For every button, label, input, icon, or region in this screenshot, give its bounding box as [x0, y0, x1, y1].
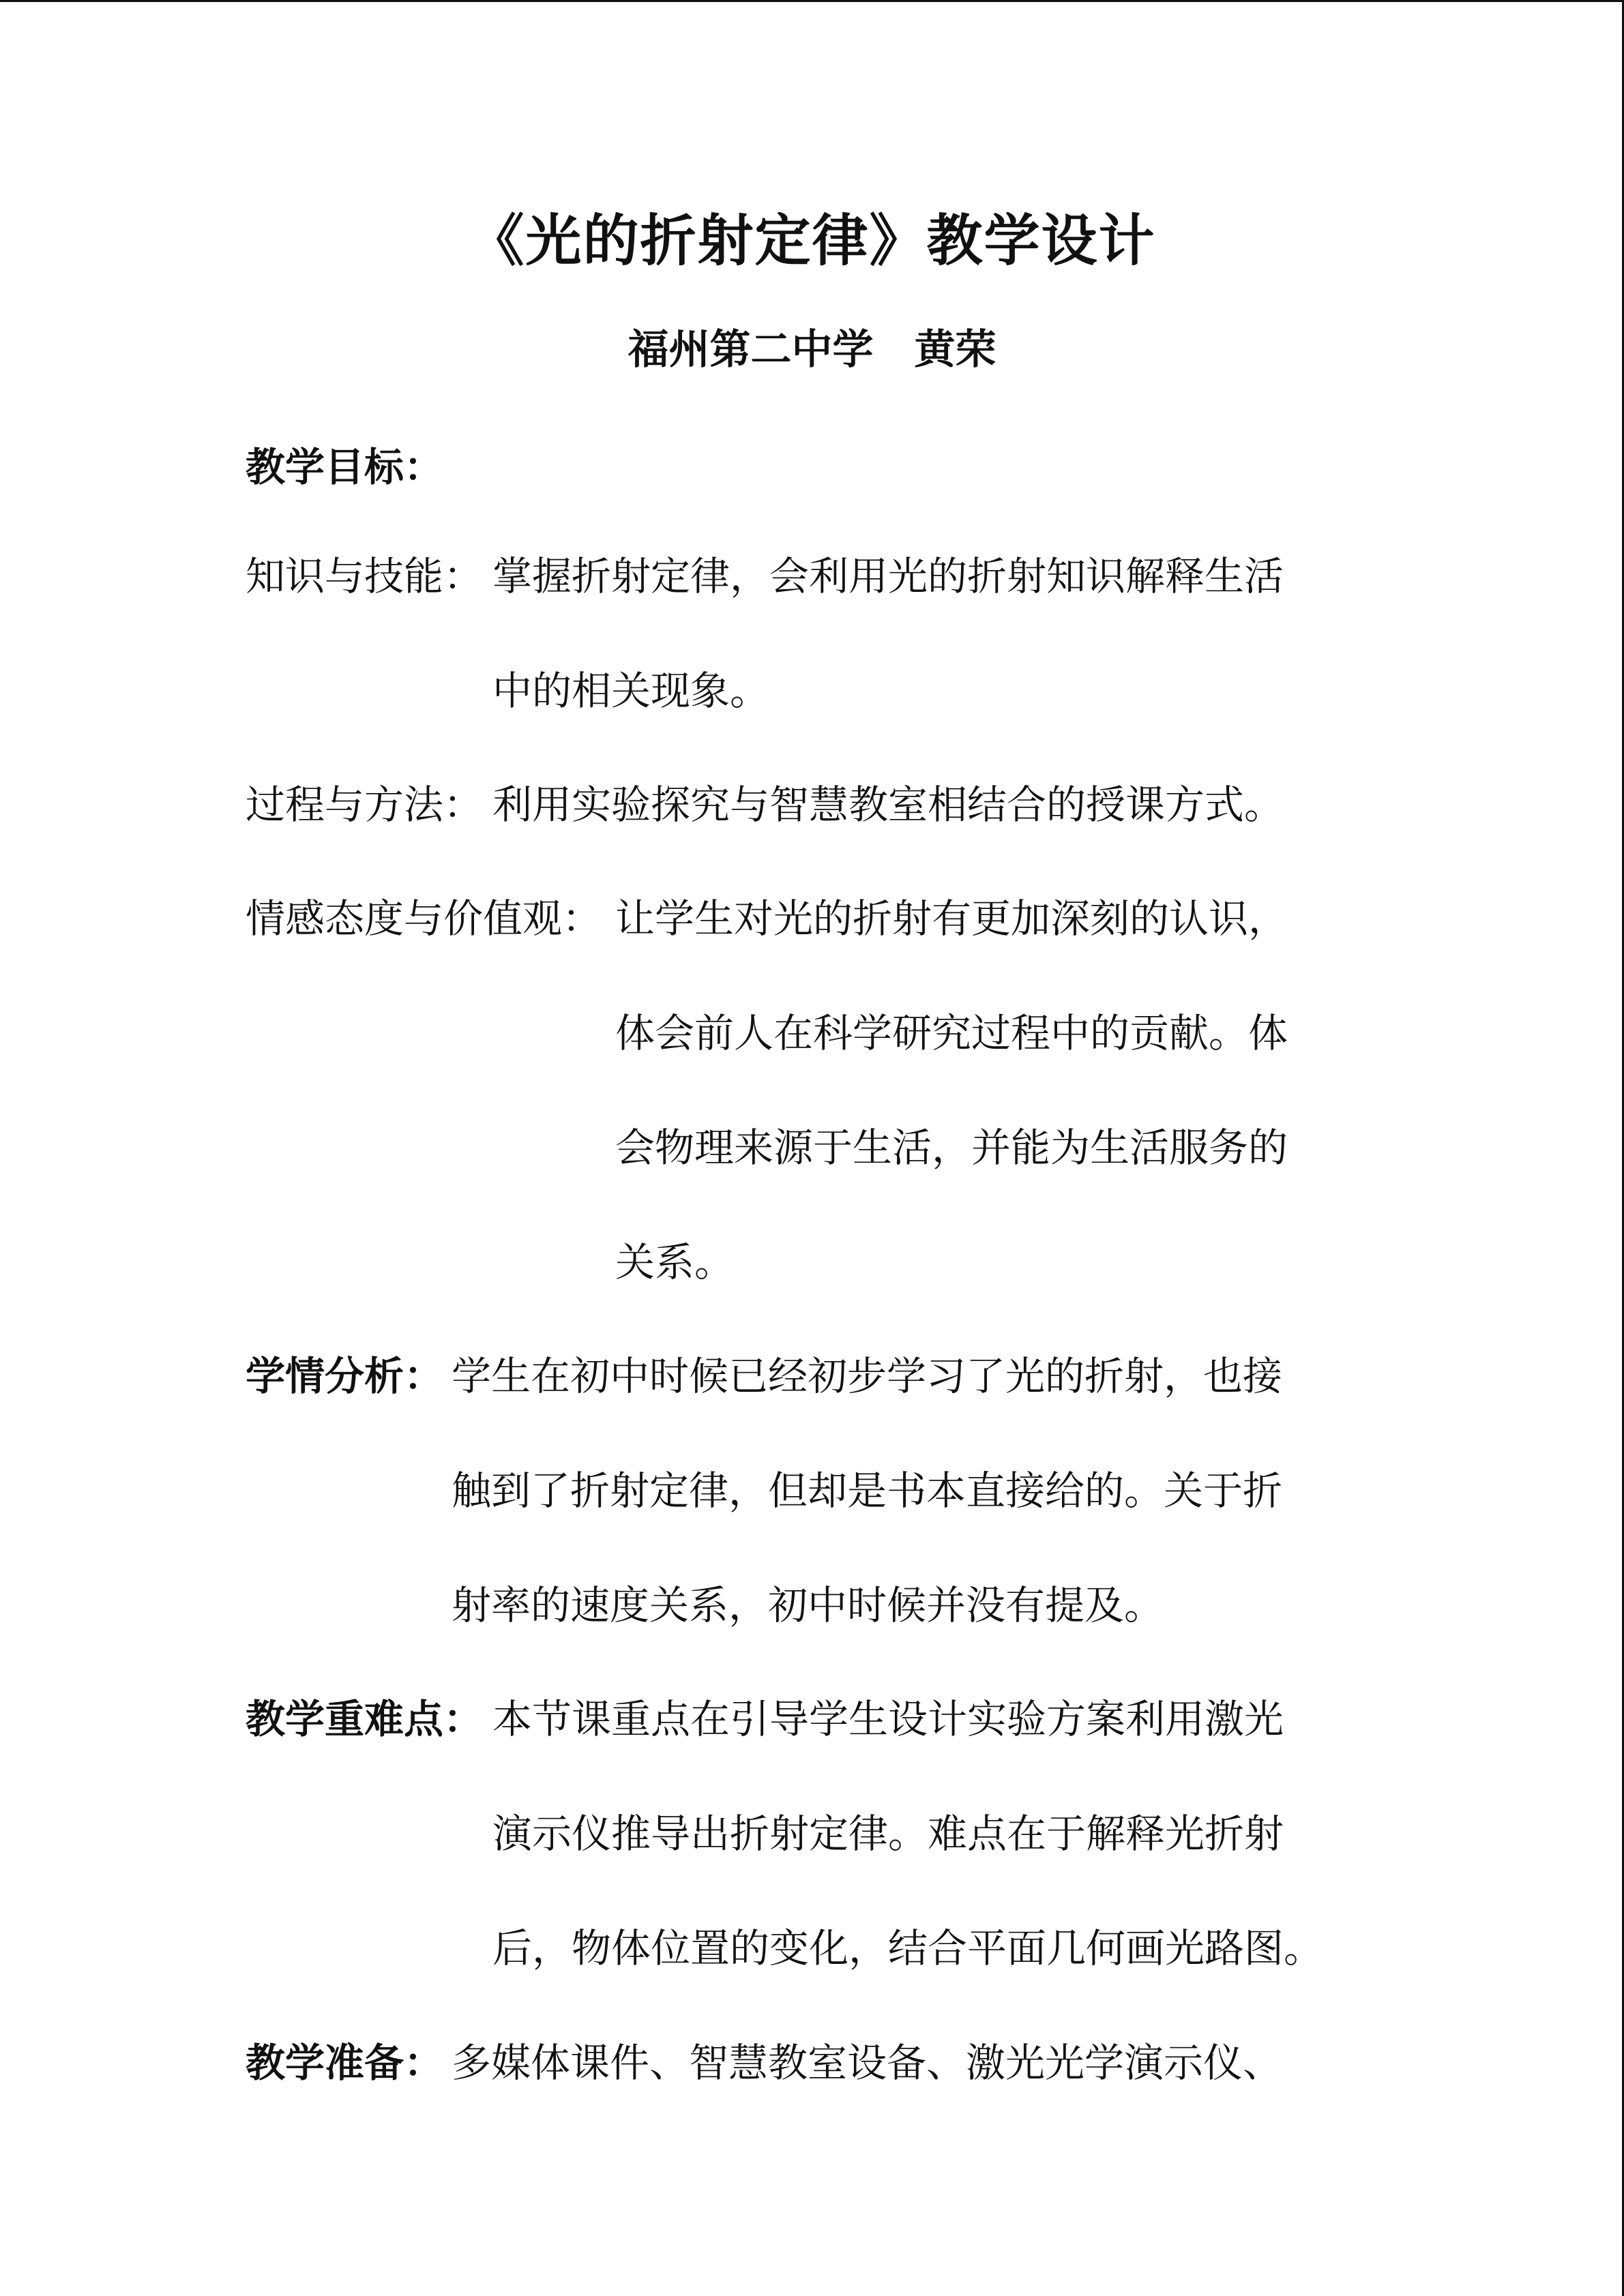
attitude-label: 情感态度与价值观： [246, 895, 602, 942]
analysis-line-2: 触到了折射定律，但却是书本直接给的。关于折 [452, 1467, 1283, 1514]
attitude-line-2: 体会前人在科学研究过程中的贡献。体 [615, 1010, 1288, 1056]
attitude-line-3: 会物理来源于生活，并能为生活服务的 [615, 1124, 1288, 1171]
difficulties-line-2: 演示仪推导出折射定律。难点在于解释光折射 [492, 1810, 1284, 1857]
analysis-line-3: 射率的速度关系，初中时候并没有提及。 [452, 1582, 1164, 1628]
analysis-label: 学情分析： [246, 1353, 444, 1399]
knowledge-line-1: 掌握折射定律，会利用光的折射知识解释生活 [492, 553, 1284, 599]
document-title: 《光的折射定律》教学设计 [468, 208, 1156, 273]
objectives-heading: 教学目标： [246, 444, 444, 490]
process-label: 过程与方法： [246, 781, 484, 828]
author-line: 福州第二中学 黄荣 [628, 326, 996, 374]
attitude-line-1: 让学生对光的折射有更加深刻的认识， [615, 895, 1288, 942]
analysis-line-1: 学生在初中时候已经初步学习了光的折射，也接 [452, 1353, 1283, 1399]
preparation-line-1: 多媒体课件、智慧教室设备、激光光学演示仪、 [452, 2040, 1283, 2086]
preparation-label: 教学准备： [246, 2040, 444, 2086]
difficulties-line-3: 后，物体位置的变化，结合平面几何画光路图。 [492, 1925, 1324, 1971]
page-top-border [0, 0, 1624, 2]
knowledge-line-2: 中的相关现象。 [492, 668, 770, 714]
process-line-1: 利用实验探究与智慧教室相结合的授课方式。 [492, 781, 1284, 828]
difficulties-line-1: 本节课重点在引导学生设计实验方案利用激光 [492, 1696, 1284, 1742]
difficulties-label: 教学重难点： [246, 1696, 484, 1742]
knowledge-label: 知识与技能： [246, 553, 484, 599]
attitude-line-4: 关系。 [615, 1239, 735, 1285]
